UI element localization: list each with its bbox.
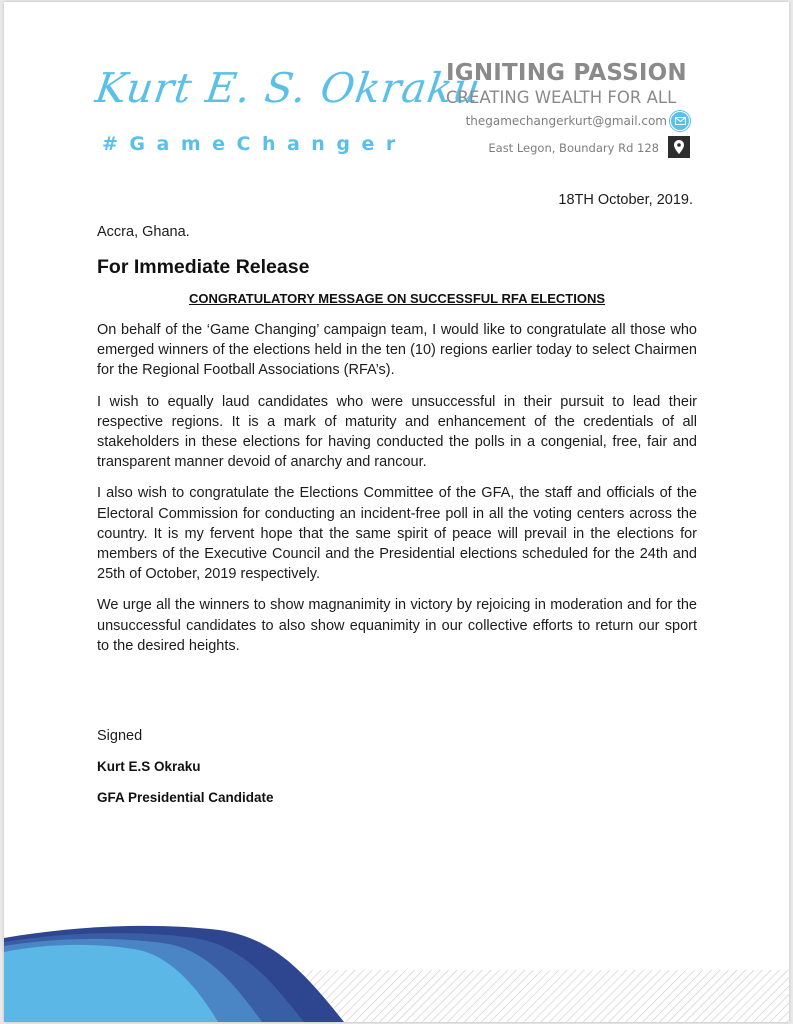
letter-body bbox=[97, 320, 697, 667]
contact-email[interactable]: thegamechangerkurt@gmail.com bbox=[465, 114, 667, 128]
subject-line: CONGRATULATORY MESSAGE ON SUCCESSFUL RFA ELECTIONS bbox=[188, 291, 606, 306]
body-paragraph: I wish to equally laud candidates who were unsuccessful in their pursuit to lead their respective regions. It is a mark of maturity and enhancement of the credentials of all stakeholders in these elections for having conducted the polls in a congenial, free, fair and transparent manner devoid of anarchy and rancour. bbox=[97, 393, 697, 471]
signer-title: GFA Presidential Candidate bbox=[97, 790, 274, 805]
signature-logo: Kurt E. S. Okraku bbox=[92, 64, 485, 112]
tagline-primary: IGNITING PASSION bbox=[446, 60, 687, 86]
hashtag-text: #GameChanger bbox=[102, 133, 407, 155]
body-paragraph: We urge all the winners to show magnanimity in victory by rejoicing in moderation and for the unsuccessful candidates to also show equanimity in our collective efforts to return our sport to the desired heights. bbox=[97, 597, 697, 654]
letter-location: Accra, Ghana. bbox=[97, 224, 190, 240]
location-pin-icon bbox=[668, 136, 690, 158]
body-paragraph: I also wish to congratulate the Elections Committee of the GFA, the staff and officials of the Electoral Commission for conducting an incident-free poll in all the voting centers across the country. It is my fervent hope that the same spirit of peace will prevail in the elections for members of the Executive Council and the Presidential elections scheduled for the 24th and 25th of October, 2019 respectively. bbox=[97, 485, 697, 583]
letter-page bbox=[4, 2, 789, 1022]
letter-date: 18TH October, 2019. bbox=[558, 192, 693, 208]
signer-name: Kurt E.S Okraku bbox=[97, 759, 201, 774]
mail-icon bbox=[670, 111, 690, 131]
body-paragraph: On behalf of the ‘Game Changing’ campaign team, I would like to congratulate all those who emerged winners of the elections held in the ten (10) regions earlier today to select Chairmen for the Regional Football Associations (RFA’s). bbox=[97, 322, 697, 379]
footer-wave-graphic bbox=[4, 922, 789, 1022]
tagline-secondary: CREATING WEALTH FOR ALL bbox=[446, 88, 677, 107]
contact-address: East Legon, Boundary Rd 128 bbox=[488, 141, 659, 155]
release-heading: For Immediate Release bbox=[97, 256, 310, 278]
footer-hatch-band bbox=[294, 970, 789, 1022]
signed-label: Signed bbox=[97, 728, 143, 744]
